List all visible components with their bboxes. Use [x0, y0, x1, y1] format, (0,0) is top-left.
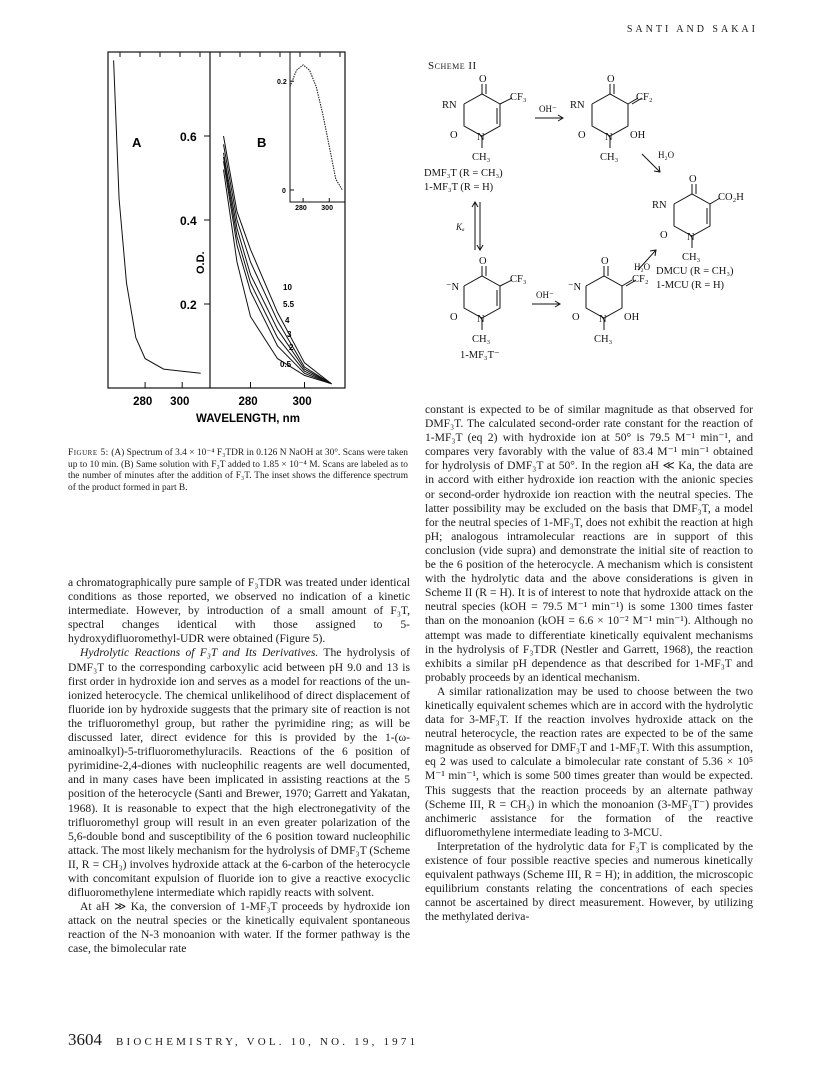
atom-label: N [477, 132, 485, 143]
paragraph: constant is expected to be of similar magnitude as that observed for DMF₃T. The calculated second-order rate constant for the reaction of 1-MF₃T (eq 2) with hydroxide ion at 50° is 79.5 M⁻¹ min⁻¹, and compares very favorably with the value of 83.4 M⁻¹ min⁻¹ obtained for hydrolysis of DMF₃T at 50°. In the region aH ≪ Ka, the data are in accord with either hydroxide ion reaction with the anionic species or second-order hydroxide ion reaction with the neutral species. The latter possibility may be excluded on the basis that DMF₃T, a model for the neutral species of 1-MF₃T, does not exhibit the reaction at high pH; analogous intramolecular reactions are in support of this conclusion (vide supra) and demonstrate the initial site of reaction to be the 6 position of the heterocycle. A mechanism which is consistent with the hydrolytic data and the above considerations is given in Scheme II (R = H). It is of interest to note that hydroxide attack on the neutral species (kOH = 79.5 M⁻¹ min⁻¹) is some 1300 times faster than on the monoanion (kOH = 6.6 × 10⁻² M⁻¹ min⁻¹). Although no attempt was made to differentiate kinetically equivalent mechanisms in the hydrolysis of F₃TDR (Nestler and Garrett, 1968), the reaction exhibits a similar pH dependence as that described for 1-MF₃T and probably proceeds by an identical mechanism. [425, 403, 753, 684]
y-tick-label: 0.4 [180, 214, 197, 228]
atom-label: N [599, 314, 607, 325]
x-tick-label: 280 [238, 396, 258, 408]
paragraph: At aH ≫ Ka, the conversion of 1-MF₃T proceeds by hydroxide ion attack on the neutral species or the kinetically equivalent spontaneous reaction of the N-3 monoanion with water. If the former pathway is the case, the bimolecular rate [68, 900, 410, 956]
atom-label: CF₃ [510, 92, 527, 103]
caption-label: Figure 5: [68, 448, 109, 458]
page-footer [68, 1030, 418, 1050]
y-tick-label: 0.6 [180, 130, 197, 144]
panel-b-spectrum [224, 144, 332, 383]
paragraph: Interpretation of the hydrolytic data for F₃T is complicated by the existence of four possible reactive species and numerous kinetically equivalent pathways (Scheme III, R = H); in addition, the microscopic equilibrium constants relating the concentrations of each species cannot be ascertained by direct measurement. However, by utilizing the methylated deriva- [425, 839, 753, 924]
atom-label: CH₃ [682, 252, 701, 263]
y-tick-label: 0.2 [180, 298, 197, 312]
atom-label: RN [442, 100, 457, 111]
atom-label: O [450, 312, 458, 323]
pyrimidine-ring [464, 276, 500, 318]
x-tick-label: 300 [292, 396, 312, 408]
atom-label: OH [624, 312, 640, 323]
atom-label: ⁻N [568, 282, 582, 293]
atom-label: O [689, 174, 697, 185]
atom-label: O [607, 74, 615, 85]
atom-label: CH₃ [472, 152, 491, 163]
scheme-ii-diagram [420, 74, 750, 374]
atom-label: RN [652, 200, 667, 211]
inset-x-tick-label: 280 [295, 205, 307, 212]
atom-label: ⁻N [446, 282, 460, 293]
equilibrium-constant: Kₐ [456, 222, 465, 232]
x-axis-label: WAVELENGTH, nm [196, 413, 300, 425]
x-tick-label: 280 [133, 396, 153, 408]
inset-y-tick-label: 0 [282, 188, 286, 195]
right-column [425, 403, 753, 924]
inset-x-tick-label: 300 [321, 205, 333, 212]
curve-label: 4 [285, 316, 290, 325]
compound-label: DMCU (R = CH₃) [656, 266, 734, 277]
y-axis-label: O.D. [195, 251, 207, 274]
paragraph: a chromatographically pure sample of F₃TDR was treated under identical conditions as those reported, we observed no indication of a kinetic intermediate. However, by introduction of a small amount of F₃T, spectral changes identical with those assigned to 5-hydroxydifluoromethyl-UDR were obtained (Figure 5). [68, 576, 410, 646]
pyrimidine-ring [592, 94, 628, 136]
atom-label: O [572, 312, 580, 323]
atom-label: RN [570, 100, 585, 111]
panel-a-label: A [132, 135, 142, 150]
atom-label: O [479, 256, 487, 267]
reagent-label: OH⁻ [539, 104, 557, 114]
page-number: 3604 [68, 1030, 102, 1049]
pyrimidine-ring [586, 276, 622, 318]
curve-label: 10 [283, 283, 292, 292]
panel-b-spectrum [224, 153, 332, 384]
atom-label: CH₃ [600, 152, 619, 163]
curve-label: 2 [289, 343, 294, 352]
atom-label: N [687, 232, 695, 243]
atom-label: CF₂ [636, 92, 653, 103]
figure-caption [68, 448, 408, 494]
inset-difference-spectrum [290, 65, 342, 190]
plot-frame [108, 52, 345, 388]
compound-label: 1-MF₃T (R = H) [424, 182, 494, 193]
section-heading: Hydrolytic Reactions of F₃T and Its Derivatives. [80, 646, 319, 660]
atom-label: CF₂ [632, 274, 649, 285]
figure-5-chart [100, 40, 410, 425]
paragraph-text: The hydrolysis of DMF₃T to the corresponding carboxylic acid between pH 9.0 and 13 is first order in hydroxide ion and serves as a model for reactions of the un-ionized heterocycle. The chemical unlikelihood of direct displacement of fluoride ion by hydroxide suggests that the primary site of reaction is not the trifluoromethyl group, but rather the pyrimidine ring; as will be discussed later, direct evidence for this is provided by the 1-(ω-aminoalkyl)-5-trifluoromethyluracils. Reactions of the 6 position of pyrimidine-2,4-diones with nucleophilic reagents are well documented, and in many cases have been implicated in assisting reactions at the 5 position of the heterocycle (Santi and Brewer, 1970; Garrett and Yakatan, 1968). It is reasonable to expect that the high electronegativity of the trifluoromethyl group will result in an even greater polarization of the 5,6-double bond and susceptibility of the 6 position toward nucleophilic attack. The most likely mechanism for the hydrolysis of DMF₃T (Scheme II, R = CH₃) involves hydroxide attack at the 6-carbon of the heterocycle with concomitant expulsion of fluoride ion to give a reactive exocyclic difluoromethylene intermediate which rapidly reacts with solvent. [68, 646, 410, 900]
reagent-label: OH⁻ [536, 290, 554, 300]
left-column [68, 576, 410, 957]
caption-text: (A) Spectrum of 3.4 × 10⁻⁴ F₃TDR in 0.126 N NaOH at 30°. Scans were taken up to 10 min. (B) Same solution with F₃T added to 1.85 × 10⁻⁴ M. Scans are labeled as to the number of minutes after the addition of F₃T. The inset shows the difference spectrum of the product formed in part B. [68, 448, 408, 493]
pyrimidine-ring [674, 194, 710, 236]
paragraph [68, 646, 410, 900]
atom-label: O [450, 130, 458, 141]
curve-label: 3 [287, 330, 292, 339]
atom-label: CH₃ [594, 334, 613, 345]
atom-label: CF₃ [510, 274, 527, 285]
atom-label: N [477, 314, 485, 325]
atom-label: OH [630, 130, 646, 141]
inset-frame [290, 52, 345, 202]
atom-label: O [601, 256, 609, 267]
atom-label: N [605, 132, 613, 143]
inset-y-tick-label: 0.2 [277, 79, 287, 87]
panel-b-spectrum [224, 157, 332, 384]
compound-label: 1-MF₃T⁻ [460, 350, 500, 361]
running-head: SANTI AND SAKAI [626, 24, 758, 35]
curve-label: 0.5 [280, 360, 292, 369]
compound-label: 1-MCU (R = H) [656, 280, 725, 291]
curve-label: 5.5 [283, 300, 295, 309]
compound-label: DMF₃T (R = CH₃) [424, 168, 503, 179]
pyrimidine-ring [464, 94, 500, 136]
reagent-label: H₂O [634, 262, 651, 272]
x-tick-label: 300 [170, 396, 190, 408]
scheme-title: Scheme II [428, 60, 477, 72]
atom-label: CO₂H [718, 192, 744, 203]
journal-citation: BIOCHEMISTRY, VOL. 10, NO. 19, 1971 [116, 1036, 419, 1048]
atom-label: O [479, 74, 487, 85]
reagent-label: H₂O [658, 150, 675, 160]
atom-label: CH₃ [472, 334, 491, 345]
atom-label: O [660, 230, 668, 241]
panel-b-label: B [257, 135, 267, 150]
paragraph: A similar rationalization may be used to choose between the two kinetically equivalent schemes which are in accord with the hydrolytic data for 3-MF₃T. If the reaction involves hydroxide attack on the neutral heterocycle, the reaction rates are expected to be of the same magnitude as observed for DMF₃T and 1-MF₃T. With this assumption, eq 2 was used to calculate a bimolecular rate constant of 5.36 × 10⁵ M⁻¹ min⁻¹, which is some 500 times greater than would be expected. This suggests that the reaction proceeds by an alternate pathway (Scheme III, R = CH₃) in which the monoanion (3-MF₃T⁻) provides anchimeric assistance for the formation of the reactive difluoromethylene intermediate leading to 3-MCU. [425, 684, 753, 839]
atom-label: O [578, 130, 586, 141]
